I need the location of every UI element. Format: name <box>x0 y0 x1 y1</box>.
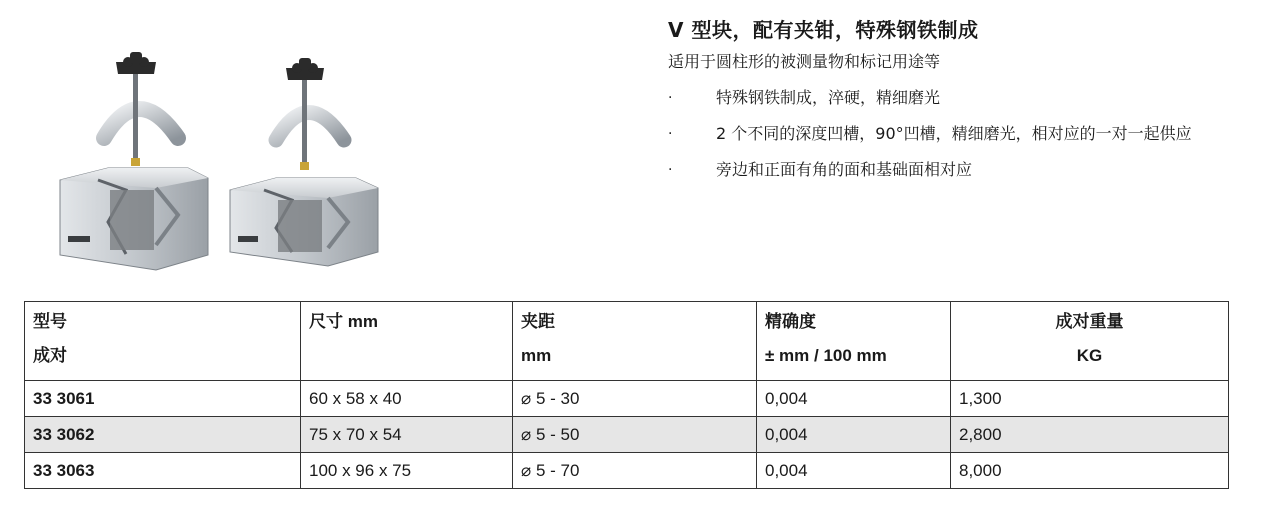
cell-accuracy: 0,004 <box>757 381 951 417</box>
table-row <box>25 417 1229 453</box>
header-weight: 成对重量 KG <box>951 302 1229 381</box>
cell-accuracy: 0,004 <box>757 453 951 489</box>
cell-model: 33 3062 <box>25 417 301 453</box>
product-photo <box>38 40 408 280</box>
header-model: 型号 成对 <box>25 302 301 381</box>
cell-size: 75 x 70 x 54 <box>301 417 513 453</box>
v-block-small <box>230 58 378 266</box>
product-description <box>668 14 1258 190</box>
cell-size: 100 x 96 x 75 <box>301 453 513 489</box>
cell-clamp: ⌀ 5 - 30 <box>513 381 757 417</box>
spec-table <box>24 301 1229 489</box>
header-size: 尺寸 mm <box>301 302 513 381</box>
cell-model: 33 3061 <box>25 381 301 417</box>
feature-item <box>668 118 1258 150</box>
bullet-dot: · <box>668 162 673 178</box>
feature-text: 旁边和正面有角的面和基础面相对应 <box>716 160 973 179</box>
feature-text: 特殊钢铁制成，淬硬，精细磨光 <box>716 88 941 107</box>
feature-list <box>668 82 1258 186</box>
cell-weight: 2,800 <box>951 417 1229 453</box>
feature-text: 2 个不同的深度凹槽，90°凹槽，精细磨光，相对应的一对一起供应 <box>716 124 1192 143</box>
cell-weight: 8,000 <box>951 453 1229 489</box>
table-header-row <box>25 302 1229 381</box>
feature-item <box>668 82 1258 114</box>
cell-clamp: ⌀ 5 - 70 <box>513 453 757 489</box>
cell-model: 33 3063 <box>25 453 301 489</box>
v-block-large <box>60 52 208 270</box>
feature-item <box>668 154 1258 186</box>
cell-size: 60 x 58 x 40 <box>301 381 513 417</box>
header-accuracy: 精确度 ± mm / 100 mm <box>757 302 951 381</box>
cell-accuracy: 0,004 <box>757 417 951 453</box>
cell-clamp: ⌀ 5 - 50 <box>513 417 757 453</box>
product-subtitle: 适用于圆柱形的被测量物和标记用途等 <box>668 52 941 71</box>
table-row <box>25 381 1229 417</box>
bullet-dot: · <box>668 126 673 142</box>
table-row <box>25 453 1229 489</box>
cell-weight: 1,300 <box>951 381 1229 417</box>
bullet-dot: · <box>668 90 673 106</box>
header-clamp: 夹距 mm <box>513 302 757 381</box>
product-title: V 型块，配有夹钳，特殊钢铁制成 <box>668 18 979 42</box>
